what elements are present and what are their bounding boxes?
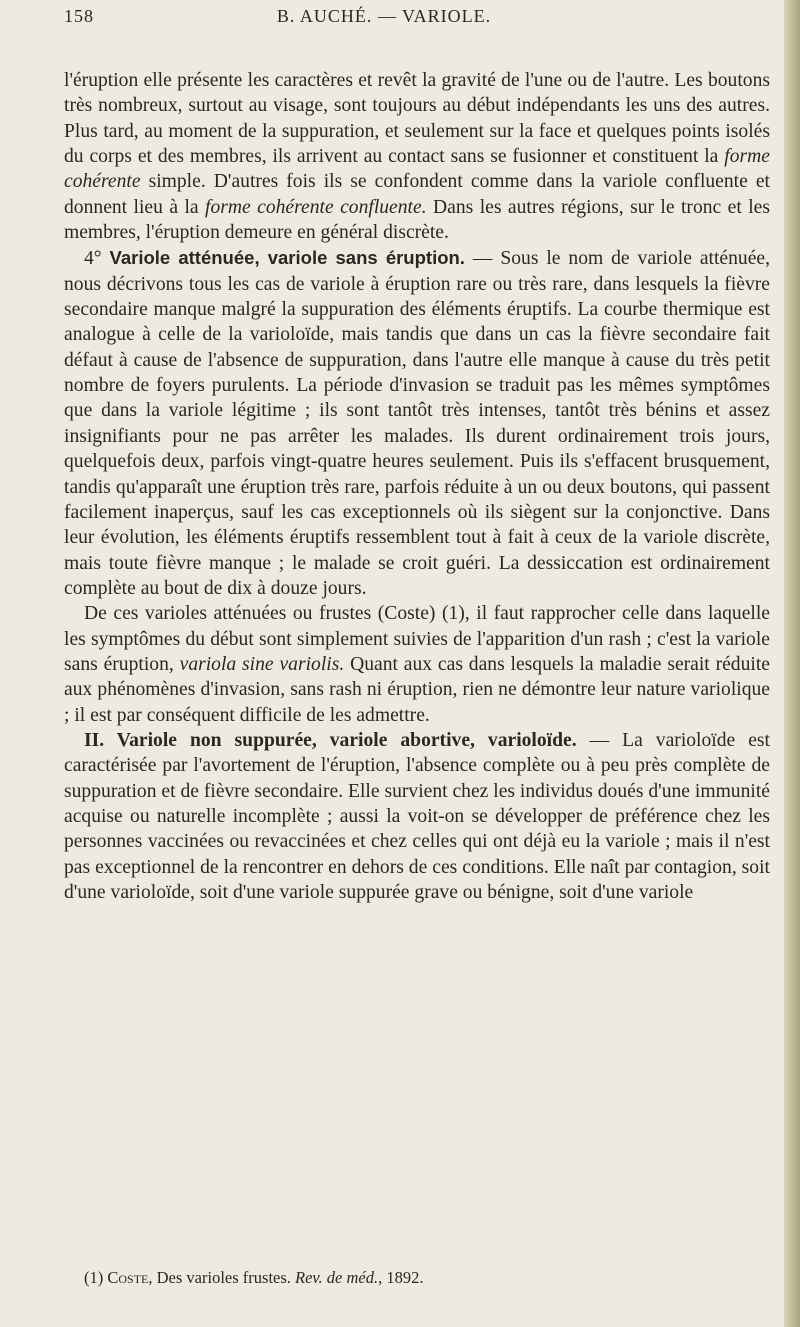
- term-forme-coherente-confluente: forme cohérente confluente.: [205, 196, 427, 218]
- running-header: [64, 6, 764, 36]
- page-edge: [784, 0, 800, 1327]
- paragraph-2: 4° Variole atténuée, variole sans éruption. — Sous le nom de variole atténuée, nous décrivons tous les cas de variole à éruption rare ou très rare, dans lesquels la fièvre secondaire manque malgré la suppuration des éléments éruptifs. La courbe thermique est analogue à celle de la varioloïde, mais tandis que dans un cas la fièvre secondaire fait défaut à cause de l'absence de suppuration, dans l'autre elle manque à cause du très petit nombre de foyers purulents. La période d'invasion se traduit pas les mêmes symptômes que dans la variole légitime ; ils sont tantôt très intenses, tantôt très bénins et assez insignifiants pour ne pas arrêter les malades. Ils durent ordinairement trois jours, quelquefois deux, parfois vingt-quatre heures seulement. Puis ils s'effacent brusquement, tandis qu'apparaît une éruption très rare, parfois réduite à un ou deux boutons, qui passent facilement inaperçus, sauf les cas exceptionnels où ils siègent sur la conjonctive. Dans leur évolution, les éléments éruptifs ressemblent tout à fait à ceux de la variole discrète, mais toute fièvre manque ; le malade se croit guéri. La dessiccation est ordinairement complète au bout de dix à douze jours.: [64, 247, 770, 599]
- paragraph-4: II. Variole non suppurée, variole abortive, varioloïde. — La varioloïde est caractérisée par l'avortement de l'éruption, l'absence complète ou à peu près complète de suppuration et de fièvre secondaire. Elle survient chez les individus doués d'une immunité acquise ou naturelle incomplète ; aussi la voit-on se développer de préférence chez les personnes vaccinées ou revaccinées et chez celles qui ont déjà eu la variole ; mais il n'est pas exceptionnel de la rencontrer en dehors de ces conditions. Elle naît par contagion, soit d'une varioloïde, soit d'une variole suppurée grave ou bénigne, soit d'une variole: [64, 729, 770, 903]
- footnote-journal: Rev. de méd.: [295, 1268, 379, 1287]
- section-heading-variole-attenuee: Variole atténuée, variole sans éruption.: [109, 247, 465, 269]
- section-number: 4°: [84, 248, 102, 270]
- footnote-author: Coste: [107, 1268, 149, 1287]
- term-variola-sine-variolis: variola sine variolis.: [179, 653, 345, 675]
- paragraph-1: l'éruption elle présente les caractères et revêt la gravité de l'une ou de l'autre. Les boutons très nombreux, surtout au visage, sont toujours au début indépendants les uns des autres. Plus tard, au moment de la suppuration, et seulement sur la face et quelques points isolés du corps et des membres, ils arrivent au contact sans se fusionner et constituent la forme cohérente simple. D'autres fois ils se confondent comme dans la variole confluente et donnent lieu à la forme cohérente confluente. Dans les autres régions, sur le tronc et les membres, l'éruption demeure en général discrète.: [64, 70, 770, 244]
- page-number: 158: [64, 6, 94, 26]
- footnote: (1) Coste, Des varioles frustes. Rev. de méd., 1892.: [84, 1268, 424, 1287]
- section-heading-varioloide: II. Variole non suppurée, variole abortive, varioloïde.: [84, 729, 577, 751]
- term-forme-coherente: forme cohérente: [64, 146, 770, 193]
- running-title: B. AUCHÉ. — VARIOLE.: [276, 6, 492, 26]
- paragraph-3: De ces varioles atténuées ou frustes (Coste) (1), il faut rapprocher celle dans laquelle les symptômes du début sont simplement suivies de l'apparition d'un rash ; c'est la variole sans éruption, variola sine variolis. Quant aux cas dans lesquels la maladie serait réduite aux phénomènes d'invasion, sans rash ni éruption, rien ne démontre leur nature variolique ; il est par conséquent difficile de les admettre.: [64, 603, 770, 726]
- body-text: [64, 68, 770, 905]
